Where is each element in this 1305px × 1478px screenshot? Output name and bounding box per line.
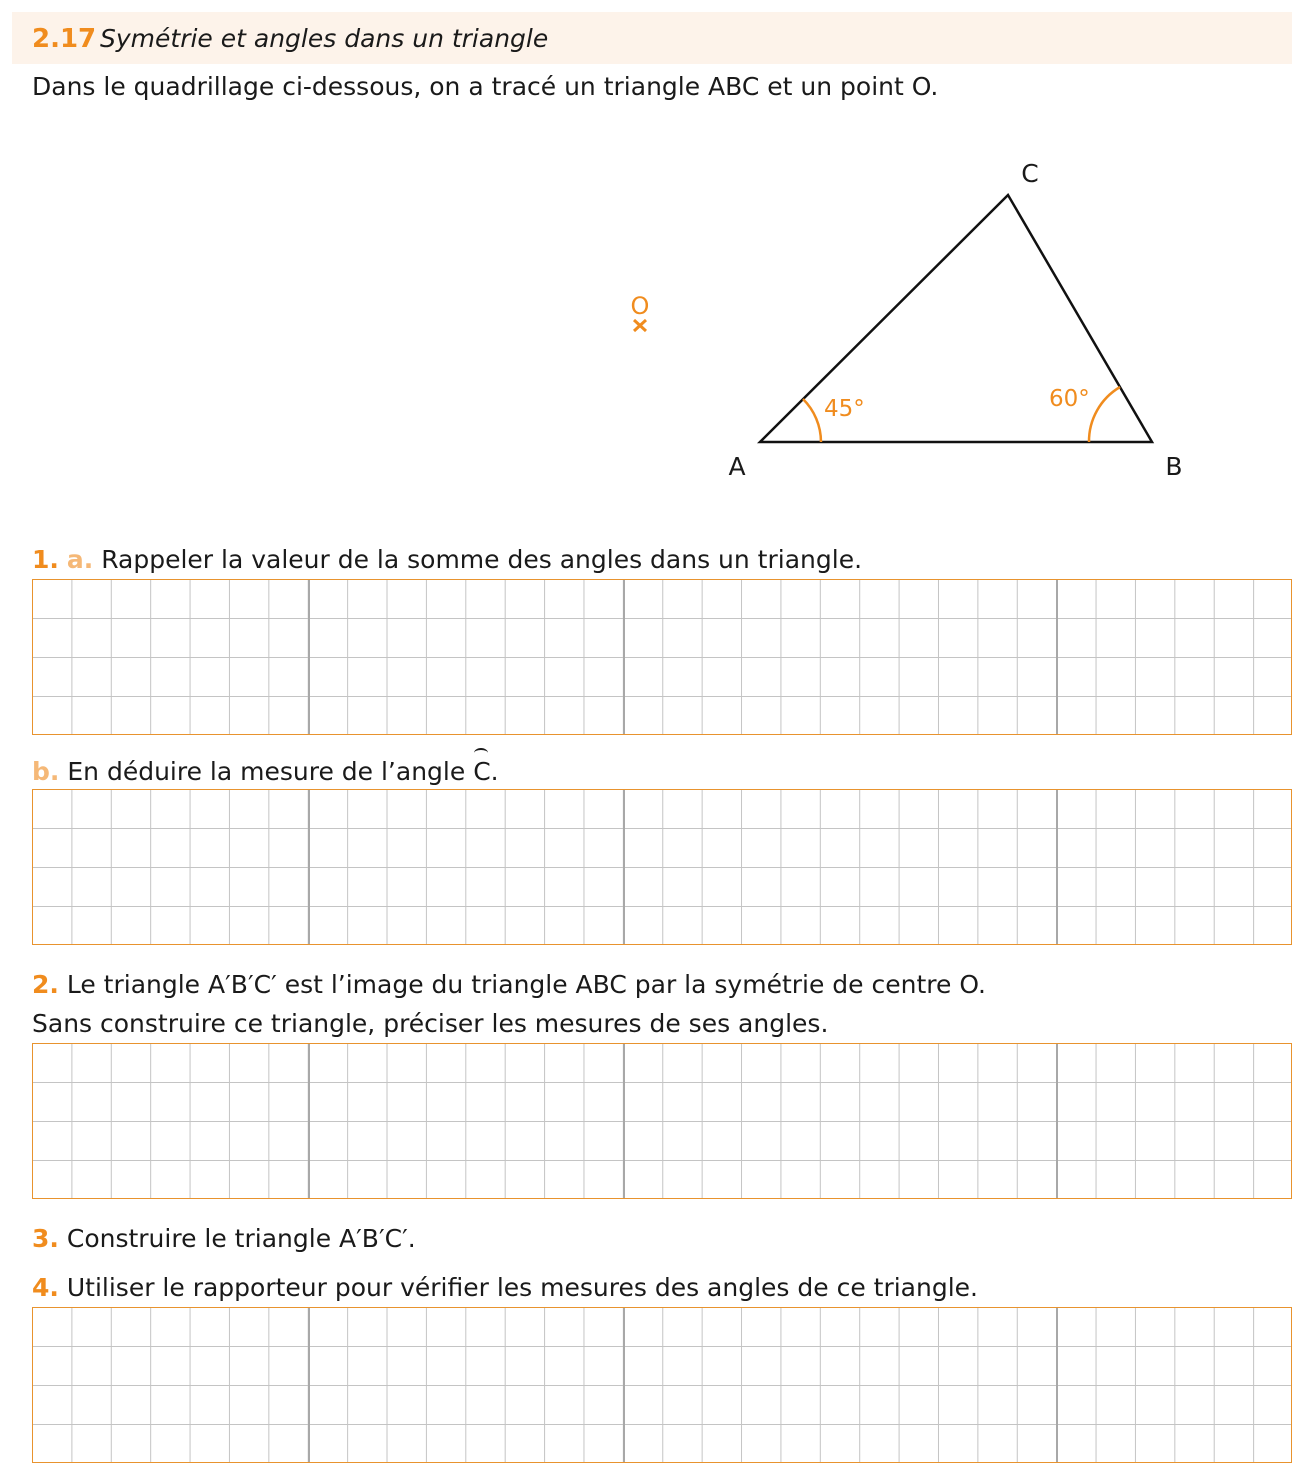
- question-1b-end: .: [490, 757, 499, 786]
- grid-major-line: [1056, 1308, 1058, 1462]
- question-3: [32, 1224, 416, 1253]
- grid-major-line: [1056, 580, 1058, 734]
- question-4-number: 4.: [32, 1273, 59, 1302]
- question-3-text: Construire le triangle A′B′C′.: [66, 1224, 416, 1253]
- grid-major-line: [623, 1044, 625, 1198]
- angle-c-hat: C: [473, 757, 491, 786]
- question-1a-text: Rappeler la valeur de la somme des angles dans un triangle.: [101, 545, 863, 574]
- triangle-abc: [760, 195, 1152, 442]
- exercise-intro: Dans le quadrillage ci-dessous, on a tracé un triangle ABC et un point O.: [32, 72, 939, 101]
- question-1b-letter: b.: [32, 757, 60, 786]
- exercise-title: Symétrie et angles dans un triangle: [100, 24, 549, 53]
- question-2-line1: Le triangle A′B′C′ est l’image du triangle ABC par la symétrie de centre O.: [66, 970, 986, 999]
- question-2: [32, 970, 986, 999]
- angle-b-arc: [1089, 387, 1120, 442]
- grid-major-line: [308, 1044, 310, 1198]
- answer-grid-2[interactable]: [32, 1043, 1292, 1199]
- question-2-line2: Sans construire ce triangle, préciser les mesures de ses angles.: [32, 1009, 829, 1038]
- vertex-c-label: C: [1021, 159, 1039, 188]
- point-o-marker: [634, 320, 646, 331]
- exercise-number: 2.17: [32, 24, 97, 54]
- angle-a-label: 45°: [824, 396, 865, 422]
- question-1b: [32, 757, 499, 786]
- point-o-label: O: [630, 292, 650, 320]
- question-4-text: Utiliser le rapporteur pour vérifier les mesures des angles de ce triangle.: [66, 1273, 978, 1302]
- answer-grid-4[interactable]: [32, 1307, 1292, 1463]
- grid-major-line: [308, 580, 310, 734]
- grid-major-line: [1056, 1044, 1058, 1198]
- question-2-number: 2.: [32, 970, 59, 999]
- grid-major-line: [308, 1308, 310, 1462]
- vertex-a-label: A: [728, 452, 746, 481]
- grid-major-line: [623, 790, 625, 944]
- answer-grid-1b[interactable]: [32, 789, 1292, 945]
- grid-major-line: [1056, 790, 1058, 944]
- grid-major-line: [308, 790, 310, 944]
- vertex-b-label: B: [1165, 452, 1183, 481]
- question-1-number: 1.: [32, 545, 59, 574]
- answer-grid-1a[interactable]: [32, 579, 1292, 735]
- angle-b-label: 60°: [1049, 386, 1090, 412]
- grid-major-line: [623, 1308, 625, 1462]
- question-3-number: 3.: [32, 1224, 59, 1253]
- question-4: [32, 1273, 978, 1302]
- triangle-figure: [0, 140, 1305, 500]
- angle-a-arc: [803, 399, 821, 442]
- question-1a-letter: a.: [66, 545, 94, 574]
- question-1b-text: En déduire la mesure de l’angle: [67, 757, 474, 786]
- question-1a: [32, 545, 862, 574]
- grid-major-line: [623, 580, 625, 734]
